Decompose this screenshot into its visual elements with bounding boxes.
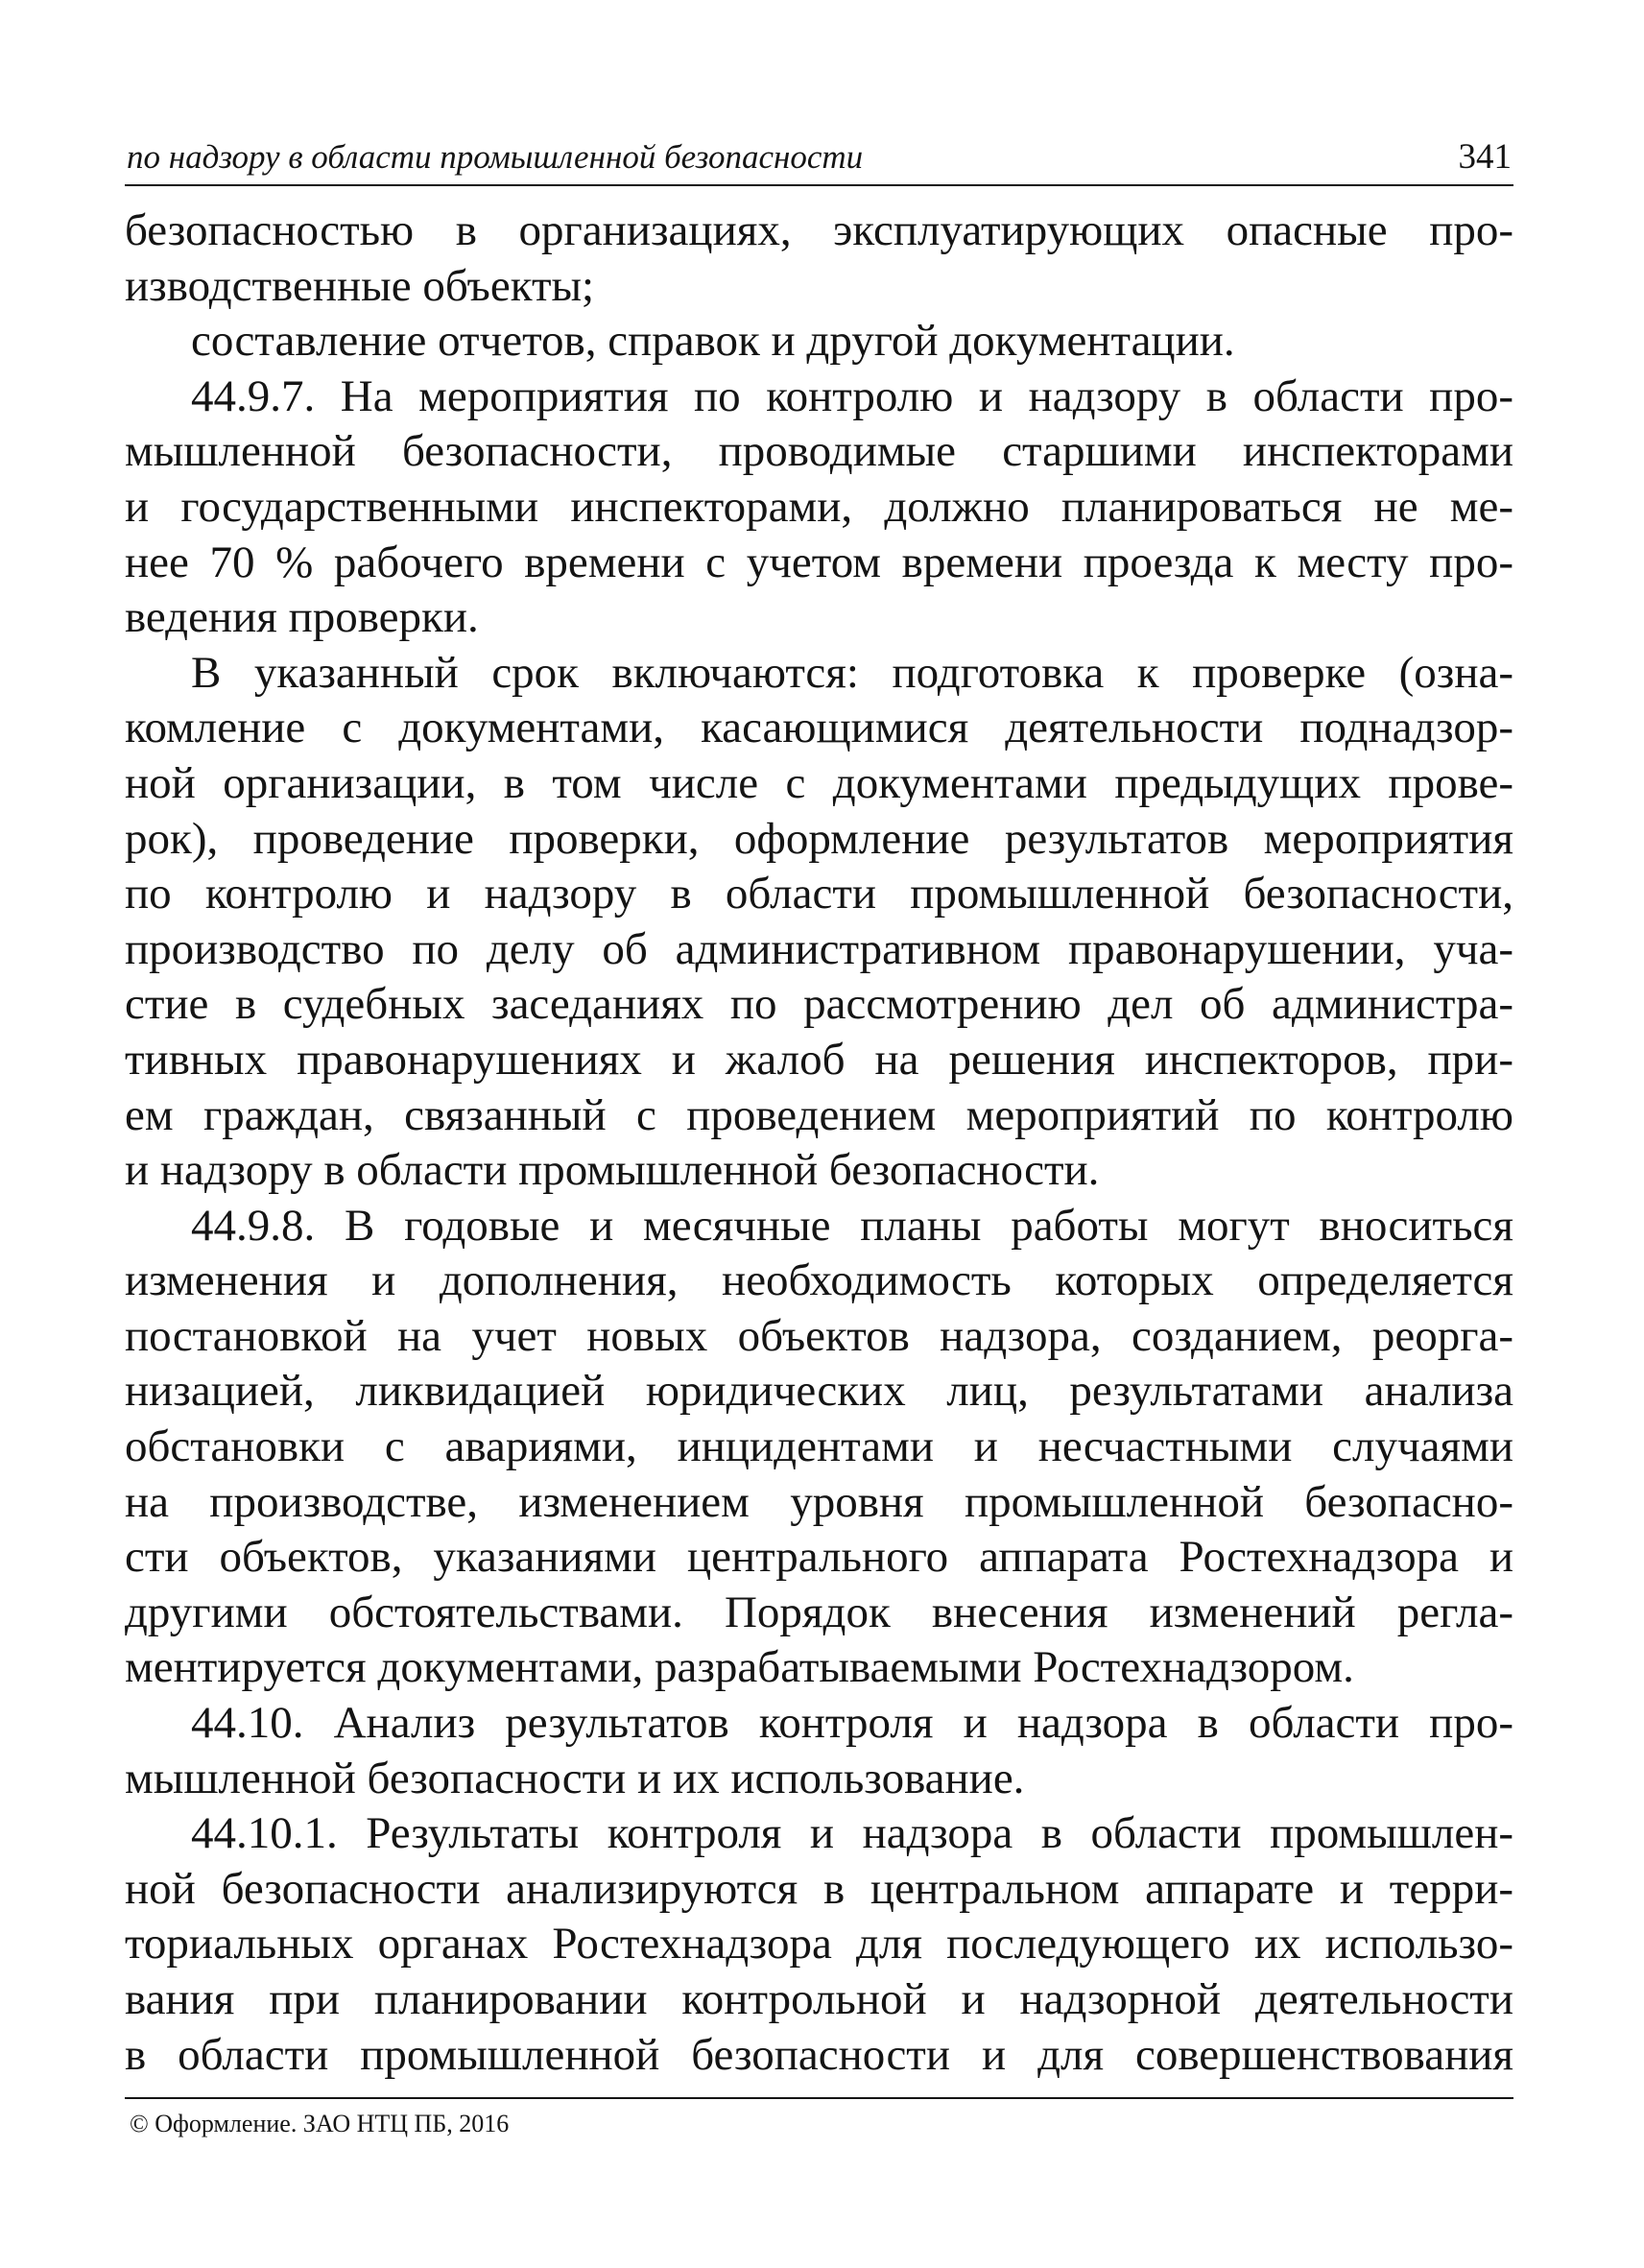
text-line: ториальных органах Ростехнадзора для последующего их использо- — [125, 1919, 1513, 1970]
text-line: постановкой на учет новых объектов надзора, созданием, реорга- — [125, 1310, 1513, 1361]
text-line: и государственными инспекторами, должно планироваться не ме- — [125, 481, 1513, 532]
text-line: нее 70 % рабочего времени с учетом времени проезда к месту про- — [125, 537, 1513, 587]
text-line: 44.9.7. На мероприятия по контролю и надзору в области про- — [191, 370, 1513, 421]
text-line: В указанный срок включаются: подготовка к проверке (озна- — [191, 647, 1513, 698]
body-text — [125, 203, 1513, 2083]
text-line: 44.10.1. Результаты контроля и надзора в области промышлен- — [191, 1808, 1513, 1859]
text-line: ем граждан, связанный с проведением мероприятий по контролю — [125, 1089, 1513, 1140]
text-line: производство по делу об административном правонарушении, уча- — [125, 923, 1513, 974]
text-line: и надзору в области промышленной безопасности. — [125, 1145, 1100, 1196]
text-line: сти объектов, указаниями центрального аппарата Ростехнадзора и — [125, 1532, 1513, 1583]
running-header — [125, 134, 1513, 186]
text-line: тивных правонарушениях и жалоб на решения инспекторов, при- — [125, 1034, 1513, 1085]
running-title: по надзору в области промышленной безопасности — [127, 138, 864, 176]
text-line: по контролю и надзору в области промышленной безопасности, — [125, 869, 1513, 919]
text-line: вания при планировании контрольной и надзорной деятельности — [125, 1974, 1513, 2024]
text-line: изводственные объекты; — [125, 260, 595, 311]
page-number: 341 — [1458, 137, 1512, 177]
text-line: рок), проведение проверки, оформление результатов мероприятия — [125, 813, 1513, 864]
text-line: мышленной безопасности, проводимые старшими инспекторами — [125, 426, 1513, 477]
text-line: на производстве, изменением уровня промышленной безопасно- — [125, 1476, 1513, 1527]
text-line: составление отчетов, справок и другой документации. — [191, 316, 1235, 367]
text-line: изменения и дополнения, необходимость которых определяется — [125, 1255, 1513, 1306]
footer-copyright: © Оформление. ЗАО НТЦ ПБ, 2016 — [130, 2110, 510, 2137]
footer-divider — [125, 2097, 1513, 2099]
text-line: ной безопасности анализируются в центральном аппарате и терри- — [125, 1863, 1513, 1914]
text-line: стие в судебных заседаниях по рассмотрению дел об администра- — [125, 979, 1513, 1030]
text-line: низацией, ликвидацией юридических лиц, результатами анализа — [125, 1366, 1513, 1417]
text-line: обстановки с авариями, инцидентами и несчастными случаями — [125, 1421, 1513, 1472]
text-line: 44.9.8. В годовые и месячные планы работы могут вноситься — [191, 1200, 1513, 1251]
text-line: 44.10. Анализ результатов контроля и надзора в области про- — [191, 1698, 1513, 1749]
text-line: в области промышленной безопасности и для совершенствования — [125, 2029, 1513, 2080]
text-line: ментируется документами, разрабатываемыми Ростехнадзором. — [125, 1642, 1354, 1693]
text-line: другими обстоятельствами. Порядок внесения изменений регла- — [125, 1587, 1513, 1637]
text-line: мышленной безопасности и их использование. — [125, 1753, 1025, 1803]
text-line: комление с документами, касающимися деятельности поднадзор- — [125, 703, 1513, 753]
text-line: ведения проверки. — [125, 592, 479, 643]
text-line: ной организации, в том числе с документами предыдущих прове- — [125, 757, 1513, 808]
text-line: безопасностью в организациях, эксплуатирующих опасные про- — [125, 205, 1513, 255]
